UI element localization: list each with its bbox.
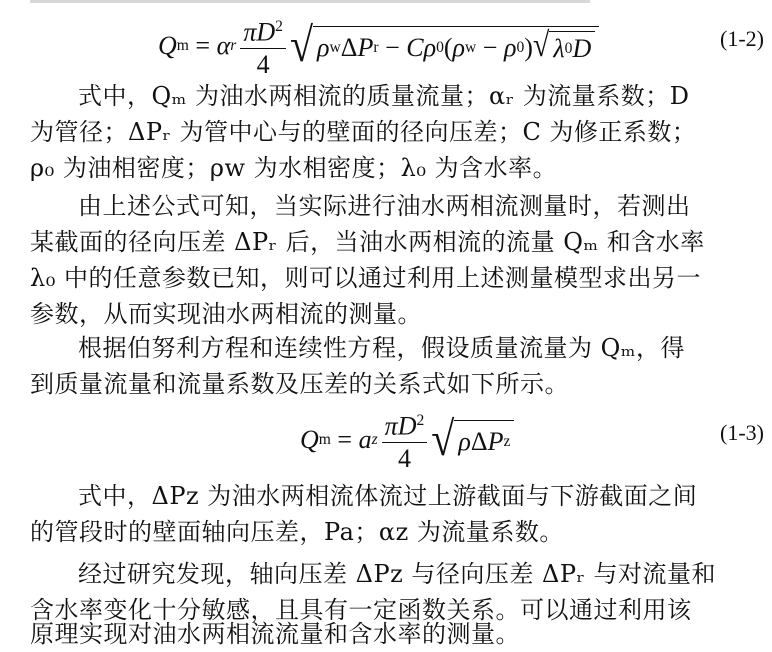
text-line: 含水率变化十分敏感，且具有一定函数关系。可以通过利用该 [30, 596, 692, 624]
text-line: 根据伯努利方程和连续性方程，假设质量流量为 Qₘ，得 [78, 334, 686, 362]
equation-1-2 [0, 8, 772, 80]
paragraph-analysis [30, 188, 770, 224]
text-line: 参数，从而实现油水两相流的测量。 [30, 300, 422, 328]
text-line: 到质量流量和流量系数及压差的关系式如下所示。 [30, 370, 569, 398]
paragraph-analysis-cont [30, 224, 770, 332]
paragraph-bernoulli-cont [30, 366, 770, 402]
equation-1-3-body: Q m = a z $\frac{\pi D^2}{4}$ √ ρ Δ P z [300, 406, 514, 475]
text-line: 式中，ΔPz 为油水两相流体流过上游截面与下游截面之间 [78, 482, 698, 510]
equation-1-3-number: (1-3) [720, 420, 764, 445]
cropped-previous-line [30, 0, 590, 3]
paragraph-bernoulli [30, 330, 770, 366]
text-line: 式中，Qₘ 为油水两相流的质量流量；αᵣ 为流量系数；D [78, 82, 690, 110]
text-line: 经过研究发现，轴向压差 ΔPz 与径向压差 ΔPᵣ 与对流量和 [78, 560, 716, 588]
text-line: 原理实现对油水两相流流量和含水率的测量。 [30, 620, 520, 648]
text-line: 某截面的径向压差 ΔPᵣ 后，当油水两相流的流量 Qₘ 和含水率 [30, 228, 705, 256]
text-line: 的管段时的壁面轴向压差，Pa；αz 为流量系数。 [30, 518, 564, 546]
equation-1-2-number: (1-2) [720, 26, 764, 51]
equation-1-3 [0, 404, 772, 476]
paragraph-research [30, 556, 770, 592]
paragraph-axial-cont [30, 514, 770, 550]
text-line: λ₀ 中的任意参数已知，则可以通过利用上述测量模型求出另一 [30, 264, 701, 292]
paragraph-axial [30, 478, 770, 514]
text-line: 为管径；ΔPᵣ 为管中心与的壁面的径向压差；C 为修正系数； [30, 118, 697, 146]
text-line: ρ₀ 为油相密度；ρw 为水相密度；λ₀ 为含水率。 [30, 154, 558, 182]
text-line: 由上述公式可知，当实际进行油水两相流测量时，若测出 [78, 192, 691, 220]
equation-1-2-body: Q m = α r $\frac{\pi D^2}{4}$ √ ρ w Δ P r − Cρ 0 ( ρ w − ρ 0 ) √ λ 0 D [158, 12, 599, 81]
paragraph-symbols-1-cont [30, 114, 770, 186]
paragraph-symbols-1 [30, 78, 770, 114]
